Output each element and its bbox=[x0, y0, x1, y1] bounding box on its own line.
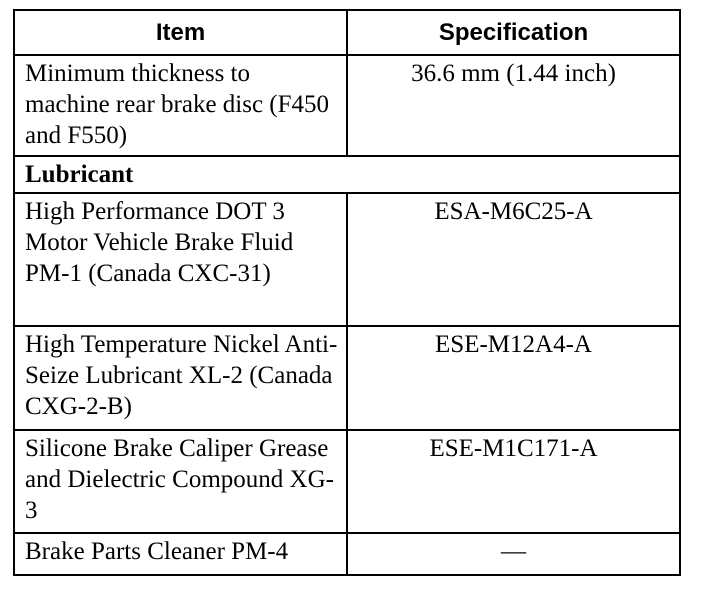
item-cell: High Performance DOT 3 Motor Vehicle Brake Fluid PM-1 (Canada CXC-31) bbox=[14, 193, 347, 326]
item-cell: High Temperature Nickel Anti-Seize Lubricant XL-2 (Canada CXG-2-B) bbox=[14, 326, 347, 430]
specification-cell: ESE-M12A4-A bbox=[347, 326, 680, 430]
table-row bbox=[14, 193, 680, 326]
section-row bbox=[14, 156, 680, 193]
column-header-specification: Specification bbox=[347, 10, 680, 55]
specification-cell: — bbox=[347, 533, 680, 575]
specification-cell: ESE-M1C171-A bbox=[347, 430, 680, 533]
item-cell: Silicone Brake Caliper Grease and Dielectric Compound XG-3 bbox=[14, 430, 347, 533]
table-row bbox=[14, 55, 680, 156]
column-header-item: Item bbox=[14, 10, 347, 55]
specification-table bbox=[13, 9, 681, 576]
section-label-lubricant: Lubricant bbox=[14, 156, 680, 193]
table-header-row bbox=[14, 10, 680, 55]
specification-cell: 36.6 mm (1.44 inch) bbox=[347, 55, 680, 156]
table-row bbox=[14, 326, 680, 430]
specification-cell: ESA-M6C25-A bbox=[347, 193, 680, 326]
table-row bbox=[14, 430, 680, 533]
table-row bbox=[14, 533, 680, 575]
item-cell: Brake Parts Cleaner PM-4 bbox=[14, 533, 347, 575]
item-cell: Minimum thickness to machine rear brake disc (F450 and F550) bbox=[14, 55, 347, 156]
